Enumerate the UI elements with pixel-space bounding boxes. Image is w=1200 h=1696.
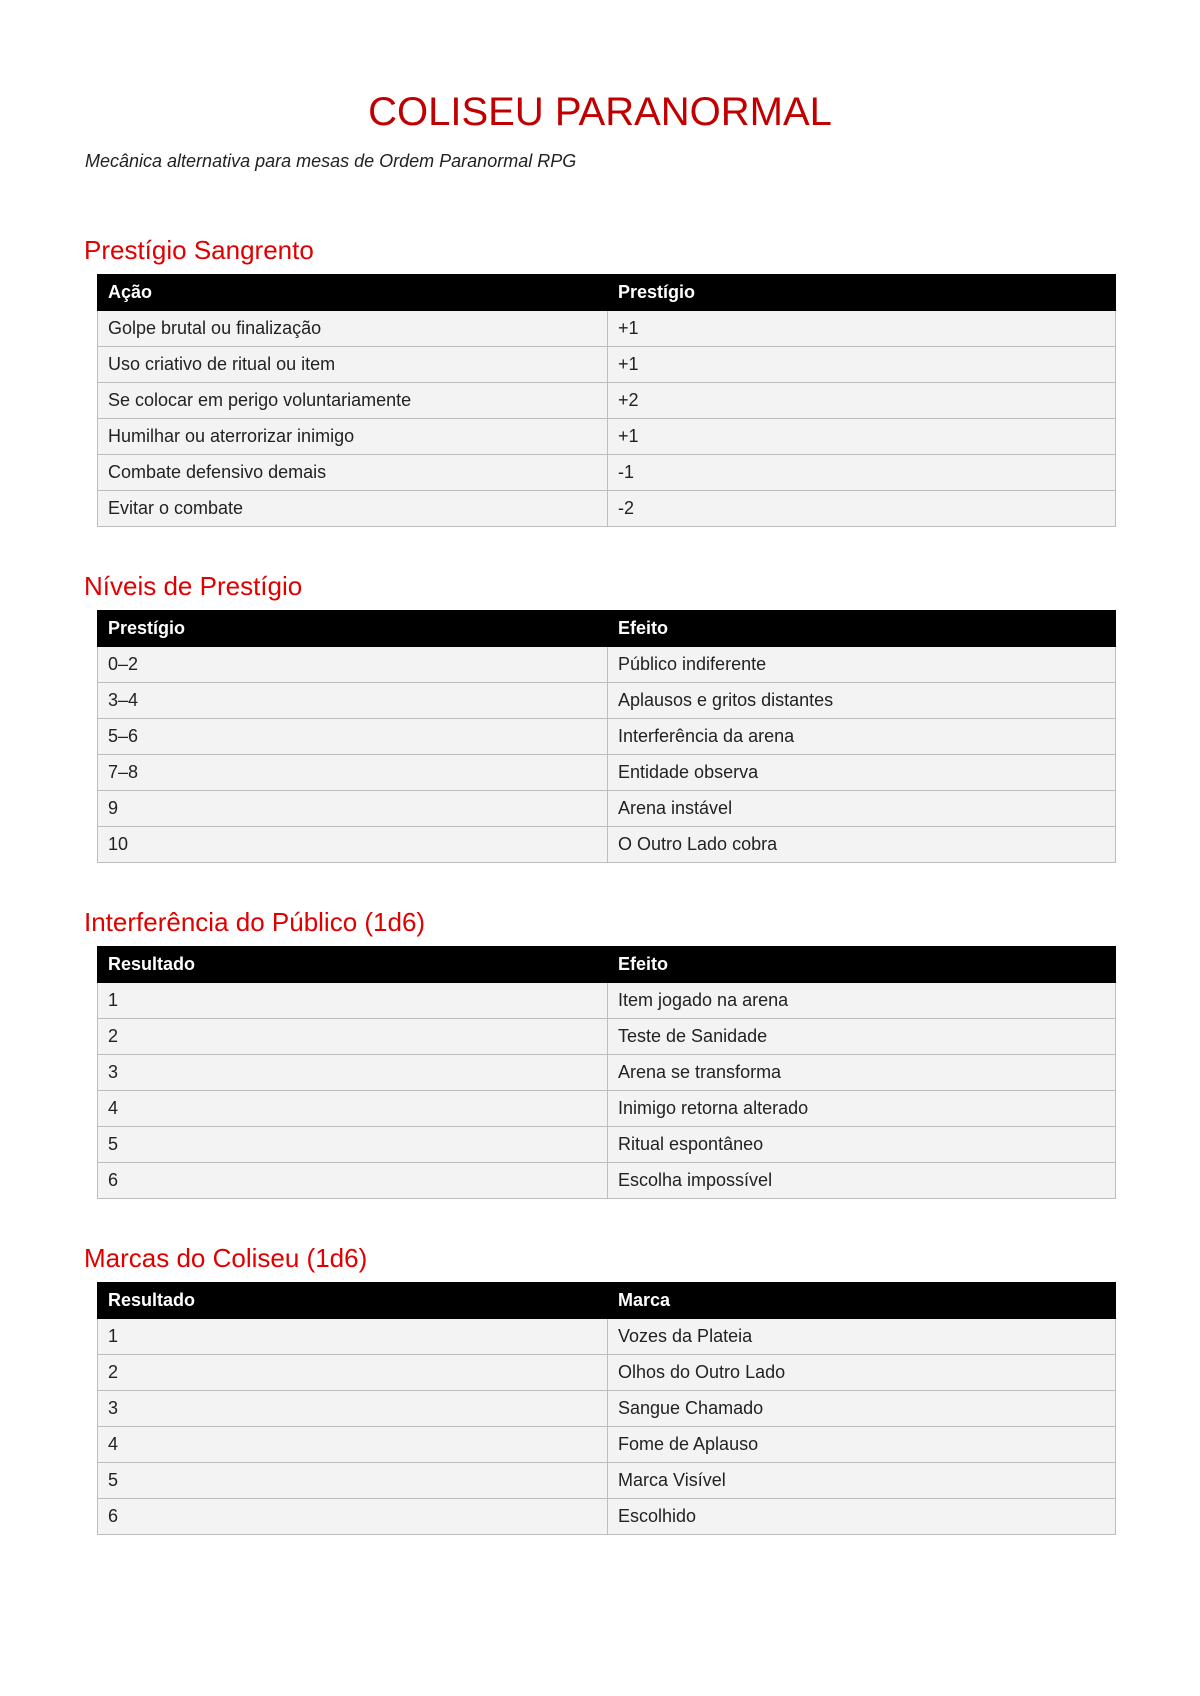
table-cell: 3–4	[98, 683, 608, 719]
table-row	[98, 311, 1116, 347]
table-header-row	[98, 611, 1116, 647]
table-cell: Interferência da arena	[608, 719, 1116, 755]
table-cell: Se colocar em perigo voluntariamente	[98, 383, 608, 419]
table-cell: 5	[98, 1463, 608, 1499]
table-cell: Evitar o combate	[98, 491, 608, 527]
document-subtitle: Mecânica alternativa para mesas de Ordem Paranormal RPG	[85, 151, 577, 171]
table-cell: Ritual espontâneo	[608, 1127, 1116, 1163]
table-cell: Olhos do Outro Lado	[608, 1355, 1116, 1391]
table-cell: +2	[608, 383, 1116, 419]
table-cell: 1	[98, 983, 608, 1019]
table-cell: 3	[98, 1391, 608, 1427]
table-row	[98, 683, 1116, 719]
column-header: Ação	[98, 275, 608, 311]
table-cell: Teste de Sanidade	[608, 1019, 1116, 1055]
table-row	[98, 1427, 1116, 1463]
table-cell: -2	[608, 491, 1116, 527]
table-row	[98, 1091, 1116, 1127]
section-marcas-do-coliseu	[84, 1242, 1114, 1535]
marcas-do-coliseu-table	[97, 1282, 1116, 1535]
table-row	[98, 1499, 1116, 1535]
table-cell: Golpe brutal ou finalização	[98, 311, 608, 347]
table-cell: Aplausos e gritos distantes	[608, 683, 1116, 719]
table-row	[98, 491, 1116, 527]
section-niveis-de-prestigio	[84, 570, 1114, 863]
table-row	[98, 455, 1116, 491]
table-row	[98, 647, 1116, 683]
column-header: Efeito	[608, 947, 1116, 983]
document-title: COLISEU PARANORMAL	[368, 90, 832, 134]
column-header: Efeito	[608, 611, 1116, 647]
table-cell: 9	[98, 791, 608, 827]
table-cell: Sangue Chamado	[608, 1391, 1116, 1427]
prestigio-sangrento-table	[97, 274, 1116, 527]
niveis-de-prestigio-table	[97, 610, 1116, 863]
table-cell: 3	[98, 1055, 608, 1091]
table-row	[98, 1463, 1116, 1499]
table-row	[98, 419, 1116, 455]
table-row	[98, 1319, 1116, 1355]
table-row	[98, 1355, 1116, 1391]
table-cell: Arena se transforma	[608, 1055, 1116, 1091]
table-row	[98, 791, 1116, 827]
table-row	[98, 983, 1116, 1019]
section-title: Níveis de Prestígio	[84, 571, 303, 601]
table-cell: Arena instável	[608, 791, 1116, 827]
table-cell: 0–2	[98, 647, 608, 683]
interferencia-do-publico-table	[97, 946, 1116, 1199]
table-cell: 5–6	[98, 719, 608, 755]
table-row	[98, 347, 1116, 383]
table-cell: +1	[608, 419, 1116, 455]
table-cell: 5	[98, 1127, 608, 1163]
column-header: Marca	[608, 1283, 1116, 1319]
table-row	[98, 1391, 1116, 1427]
table-header-row	[98, 1283, 1116, 1319]
table-cell: Vozes da Plateia	[608, 1319, 1116, 1355]
table-cell: 4	[98, 1091, 608, 1127]
table-row	[98, 1055, 1116, 1091]
table-cell: Fome de Aplauso	[608, 1427, 1116, 1463]
table-cell: Uso criativo de ritual ou item	[98, 347, 608, 383]
table-cell: 2	[98, 1019, 608, 1055]
table-cell: Marca Visível	[608, 1463, 1116, 1499]
table-cell: O Outro Lado cobra	[608, 827, 1116, 863]
table-cell: +1	[608, 311, 1116, 347]
table-row	[98, 827, 1116, 863]
table-cell: 10	[98, 827, 608, 863]
column-header: Prestígio	[608, 275, 1116, 311]
column-header: Resultado	[98, 947, 608, 983]
table-cell: Escolhido	[608, 1499, 1116, 1535]
table-row	[98, 1127, 1116, 1163]
table-header-row	[98, 947, 1116, 983]
table-cell: Humilhar ou aterrorizar inimigo	[98, 419, 608, 455]
section-prestigio-sangrento	[84, 234, 1114, 527]
table-cell: 6	[98, 1163, 608, 1199]
table-row	[98, 383, 1116, 419]
section-interferencia-do-publico	[84, 906, 1114, 1199]
table-cell: 4	[98, 1427, 608, 1463]
table-cell: Entidade observa	[608, 755, 1116, 791]
table-cell: Escolha impossível	[608, 1163, 1116, 1199]
table-cell: -1	[608, 455, 1116, 491]
table-row	[98, 1019, 1116, 1055]
table-cell: Inimigo retorna alterado	[608, 1091, 1116, 1127]
table-cell: Combate defensivo demais	[98, 455, 608, 491]
table-cell: 1	[98, 1319, 608, 1355]
column-header: Resultado	[98, 1283, 608, 1319]
table-cell: +1	[608, 347, 1116, 383]
table-row	[98, 719, 1116, 755]
table-cell: 7–8	[98, 755, 608, 791]
section-title: Marcas do Coliseu (1d6)	[84, 1243, 368, 1273]
table-cell: 2	[98, 1355, 608, 1391]
section-title: Interferência do Público (1d6)	[84, 907, 426, 937]
table-cell: Item jogado na arena	[608, 983, 1116, 1019]
table-header-row	[98, 275, 1116, 311]
table-row	[98, 1163, 1116, 1199]
column-header: Prestígio	[98, 611, 608, 647]
section-title: Prestígio Sangrento	[84, 235, 314, 265]
table-row	[98, 755, 1116, 791]
table-cell: Público indiferente	[608, 647, 1116, 683]
table-cell: 6	[98, 1499, 608, 1535]
